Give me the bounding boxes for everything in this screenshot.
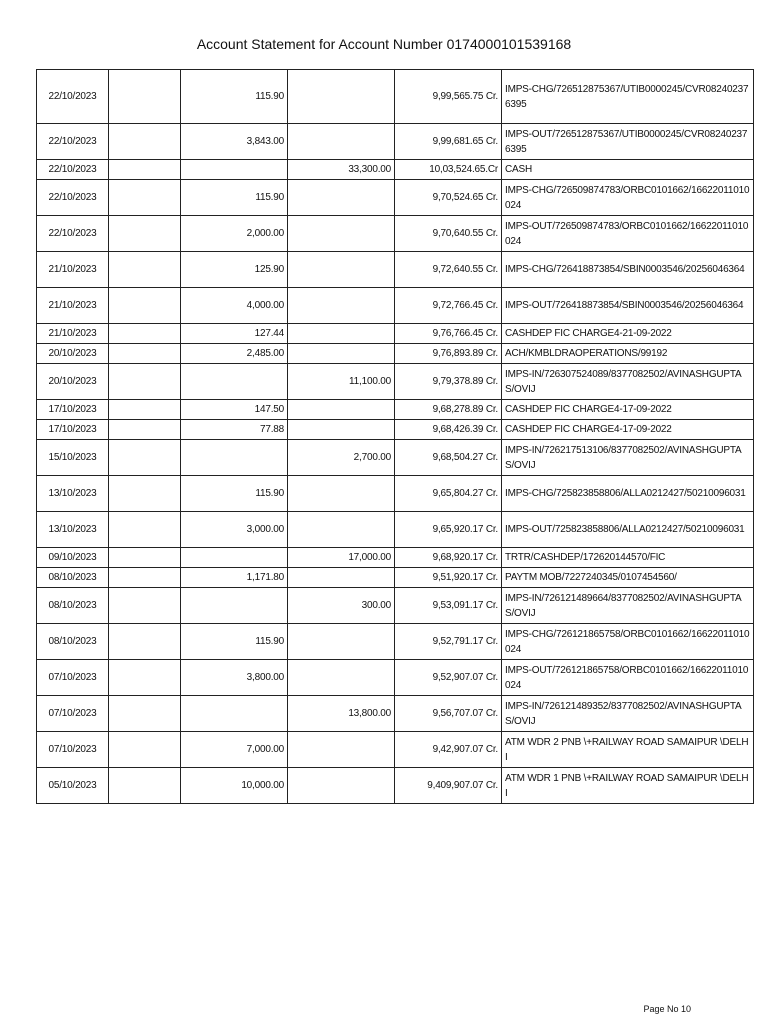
credit-cell	[288, 180, 395, 216]
debit-cell: 2,485.00	[181, 344, 288, 364]
description-cell: IMPS-CHG/726512875367/UTIB0000245/CVR082402376395	[502, 70, 754, 124]
balance-cell: 9,76,766.45 Cr.	[395, 324, 502, 344]
description-cell: IMPS-IN/726217513106/8377082502/AVINASHGUPTAS/OVIJ	[502, 440, 754, 476]
credit-cell	[288, 476, 395, 512]
table-row	[37, 288, 754, 324]
date-cell: 17/10/2023	[37, 400, 109, 420]
date-cell: 08/10/2023	[37, 588, 109, 624]
debit-cell	[181, 588, 288, 624]
balance-cell: 9,51,920.17 Cr.	[395, 568, 502, 588]
date-cell: 22/10/2023	[37, 124, 109, 160]
date-cell: 07/10/2023	[37, 732, 109, 768]
table-row	[37, 440, 754, 476]
debit-cell: 4,000.00	[181, 288, 288, 324]
credit-cell: 11,100.00	[288, 364, 395, 400]
date-cell: 20/10/2023	[37, 364, 109, 400]
date-cell: 22/10/2023	[37, 216, 109, 252]
debit-cell: 125.90	[181, 252, 288, 288]
balance-cell: 9,65,804.27 Cr.	[395, 476, 502, 512]
date-cell: 08/10/2023	[37, 624, 109, 660]
reference-cell	[109, 768, 181, 804]
description-cell: TRTR/CASHDEP/172620144570/FIC	[502, 548, 754, 568]
table-row	[37, 732, 754, 768]
table-row	[37, 124, 754, 160]
balance-cell: 9,65,920.17 Cr.	[395, 512, 502, 548]
description-cell: IMPS-OUT/726509874783/ORBC0101662/16622011010024	[502, 216, 754, 252]
date-cell: 09/10/2023	[37, 548, 109, 568]
debit-cell: 2,000.00	[181, 216, 288, 252]
table-row	[37, 324, 754, 344]
description-cell: IMPS-IN/726121489664/8377082502/AVINASHGUPTAS/OVIJ	[502, 588, 754, 624]
description-cell: IMPS-OUT/726418873854/SBIN0003546/20256046364	[502, 288, 754, 324]
credit-cell	[288, 624, 395, 660]
reference-cell	[109, 440, 181, 476]
credit-cell: 2,700.00	[288, 440, 395, 476]
description-cell: PAYTM MOB/7227240345/0107454560/	[502, 568, 754, 588]
reference-cell	[109, 160, 181, 180]
credit-cell	[288, 568, 395, 588]
debit-cell: 3,800.00	[181, 660, 288, 696]
table-row	[37, 696, 754, 732]
table-row	[37, 660, 754, 696]
credit-cell	[288, 660, 395, 696]
reference-cell	[109, 660, 181, 696]
debit-cell: 3,843.00	[181, 124, 288, 160]
balance-cell: 9,72,640.55 Cr.	[395, 252, 502, 288]
credit-cell	[288, 216, 395, 252]
debit-cell: 115.90	[181, 624, 288, 660]
statement-table	[36, 69, 754, 804]
reference-cell	[109, 420, 181, 440]
balance-cell: 9,70,524.65 Cr.	[395, 180, 502, 216]
description-cell: IMPS-IN/726121489352/8377082502/AVINASHGUPTAS/OVIJ	[502, 696, 754, 732]
credit-cell: 300.00	[288, 588, 395, 624]
page-number: Page No 10	[643, 1004, 691, 1014]
debit-cell: 7,000.00	[181, 732, 288, 768]
balance-cell: 10,03,524.65.Cr	[395, 160, 502, 180]
table-row	[37, 476, 754, 512]
description-cell: IMPS-CHG/726121865758/ORBC0101662/16622011010024	[502, 624, 754, 660]
date-cell: 22/10/2023	[37, 70, 109, 124]
balance-cell: 9,53,091.17 Cr.	[395, 588, 502, 624]
debit-cell: 77.88	[181, 420, 288, 440]
debit-cell	[181, 696, 288, 732]
balance-cell: 9,76,893.89 Cr.	[395, 344, 502, 364]
balance-cell: 9,42,907.07 Cr.	[395, 732, 502, 768]
reference-cell	[109, 252, 181, 288]
table-row	[37, 364, 754, 400]
credit-cell: 33,300.00	[288, 160, 395, 180]
balance-cell: 9,52,791.17 Cr.	[395, 624, 502, 660]
reference-cell	[109, 548, 181, 568]
reference-cell	[109, 324, 181, 344]
credit-cell	[288, 768, 395, 804]
description-cell: ACH/KMBLDRAOPERATIONS/99192	[502, 344, 754, 364]
reference-cell	[109, 568, 181, 588]
date-cell: 20/10/2023	[37, 344, 109, 364]
debit-cell: 115.90	[181, 70, 288, 124]
date-cell: 17/10/2023	[37, 420, 109, 440]
credit-cell: 13,800.00	[288, 696, 395, 732]
balance-cell: 9,99,565.75 Cr.	[395, 70, 502, 124]
credit-cell	[288, 400, 395, 420]
debit-cell: 10,000.00	[181, 768, 288, 804]
date-cell: 05/10/2023	[37, 768, 109, 804]
reference-cell	[109, 732, 181, 768]
date-cell: 21/10/2023	[37, 288, 109, 324]
table-row	[37, 70, 754, 124]
credit-cell	[288, 252, 395, 288]
date-cell: 13/10/2023	[37, 476, 109, 512]
date-cell: 21/10/2023	[37, 324, 109, 344]
credit-cell	[288, 512, 395, 548]
table-row	[37, 588, 754, 624]
debit-cell: 115.90	[181, 476, 288, 512]
description-cell: CASH	[502, 160, 754, 180]
balance-cell: 9,99,681.65 Cr.	[395, 124, 502, 160]
table-row	[37, 400, 754, 420]
page-title: Account Statement for Account Number 0174000101539168	[196, 36, 572, 52]
balance-cell: 9,70,640.55 Cr.	[395, 216, 502, 252]
description-cell: IMPS-CHG/726418873854/SBIN0003546/20256046364	[502, 252, 754, 288]
balance-cell: 9,72,766.45 Cr.	[395, 288, 502, 324]
table-row	[37, 344, 754, 364]
credit-cell	[288, 324, 395, 344]
table-row	[37, 216, 754, 252]
date-cell: 21/10/2023	[37, 252, 109, 288]
statement-rows	[37, 70, 754, 804]
debit-cell: 3,000.00	[181, 512, 288, 548]
debit-cell	[181, 160, 288, 180]
table-row	[37, 568, 754, 588]
balance-cell: 9,409,907.07 Cr.	[395, 768, 502, 804]
table-row	[37, 160, 754, 180]
reference-cell	[109, 180, 181, 216]
reference-cell	[109, 512, 181, 548]
description-cell: CASHDEP FIC CHARGE4-17-09-2022	[502, 400, 754, 420]
table-row	[37, 180, 754, 216]
credit-cell	[288, 288, 395, 324]
table-row	[37, 548, 754, 568]
reference-cell	[109, 344, 181, 364]
description-cell: IMPS-CHG/726509874783/ORBC0101662/16622011010024	[502, 180, 754, 216]
reference-cell	[109, 124, 181, 160]
reference-cell	[109, 624, 181, 660]
date-cell: 22/10/2023	[37, 160, 109, 180]
debit-cell: 1,171.80	[181, 568, 288, 588]
credit-cell	[288, 70, 395, 124]
table-row	[37, 420, 754, 440]
reference-cell	[109, 476, 181, 512]
credit-cell	[288, 420, 395, 440]
table-row	[37, 512, 754, 548]
description-cell: IMPS-CHG/725823858806/ALLA0212427/50210096031	[502, 476, 754, 512]
balance-cell: 9,56,707.07 Cr.	[395, 696, 502, 732]
date-cell: 08/10/2023	[37, 568, 109, 588]
description-cell: IMPS-IN/726307524089/8377082502/AVINASHGUPTAS/OVIJ	[502, 364, 754, 400]
credit-cell	[288, 344, 395, 364]
balance-cell: 9,68,920.17 Cr.	[395, 548, 502, 568]
debit-cell: 115.90	[181, 180, 288, 216]
balance-cell: 9,68,426.39 Cr.	[395, 420, 502, 440]
reference-cell	[109, 216, 181, 252]
balance-cell: 9,68,504.27 Cr.	[395, 440, 502, 476]
date-cell: 07/10/2023	[37, 696, 109, 732]
balance-cell: 9,79,378.89 Cr.	[395, 364, 502, 400]
date-cell: 22/10/2023	[37, 180, 109, 216]
debit-cell	[181, 440, 288, 476]
description-cell: CASHDEP FIC CHARGE4-17-09-2022	[502, 420, 754, 440]
balance-cell: 9,52,907.07 Cr.	[395, 660, 502, 696]
credit-cell	[288, 732, 395, 768]
balance-cell: 9,68,278.89 Cr.	[395, 400, 502, 420]
table-row	[37, 624, 754, 660]
debit-cell: 147.50	[181, 400, 288, 420]
description-cell: ATM WDR 1 PNB \+RAILWAY ROAD SAMAIPUR \DELHI	[502, 768, 754, 804]
credit-cell	[288, 124, 395, 160]
date-cell: 15/10/2023	[37, 440, 109, 476]
reference-cell	[109, 288, 181, 324]
description-cell: IMPS-OUT/726512875367/UTIB0000245/CVR082402376395	[502, 124, 754, 160]
date-cell: 07/10/2023	[37, 660, 109, 696]
date-cell: 13/10/2023	[37, 512, 109, 548]
description-cell: IMPS-OUT/726121865758/ORBC0101662/16622011010024	[502, 660, 754, 696]
debit-cell	[181, 364, 288, 400]
reference-cell	[109, 364, 181, 400]
table-row	[37, 252, 754, 288]
description-cell: IMPS-OUT/725823858806/ALLA0212427/50210096031	[502, 512, 754, 548]
debit-cell	[181, 548, 288, 568]
table-row	[37, 768, 754, 804]
debit-cell: 127.44	[181, 324, 288, 344]
description-cell: CASHDEP FIC CHARGE4-21-09-2022	[502, 324, 754, 344]
reference-cell	[109, 696, 181, 732]
credit-cell: 17,000.00	[288, 548, 395, 568]
description-cell: ATM WDR 2 PNB \+RAILWAY ROAD SAMAIPUR \DELHI	[502, 732, 754, 768]
reference-cell	[109, 400, 181, 420]
reference-cell	[109, 588, 181, 624]
reference-cell	[109, 70, 181, 124]
